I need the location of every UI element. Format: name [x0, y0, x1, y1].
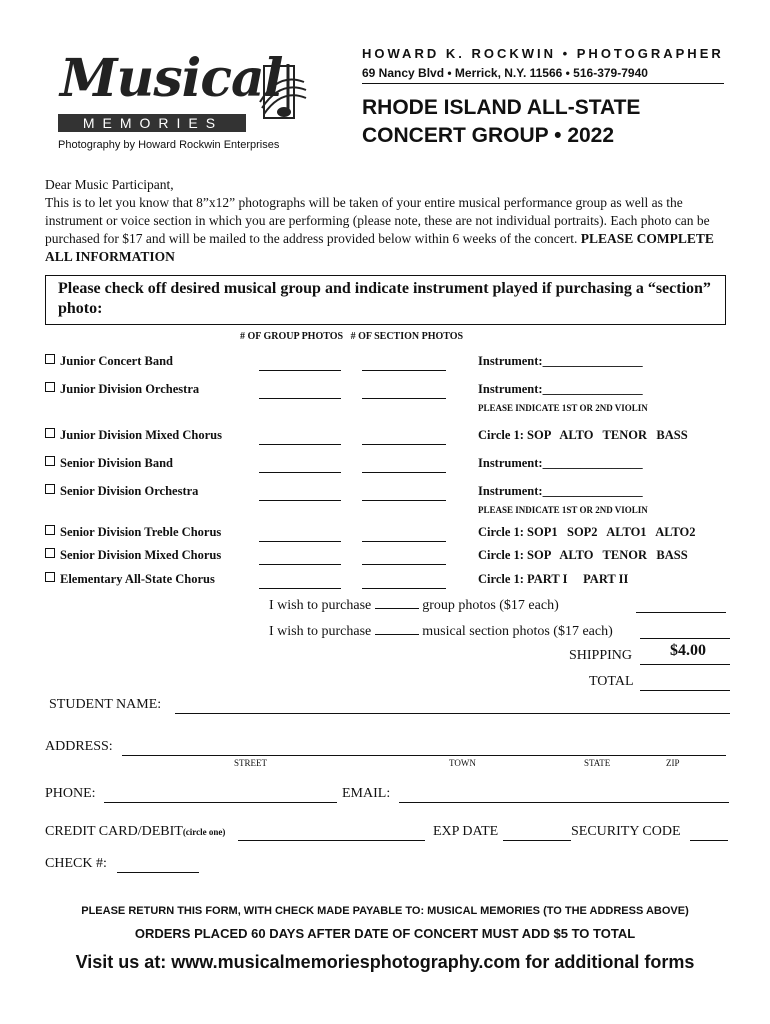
intro-letter: [45, 176, 735, 266]
logo-wordmark: Musical: [60, 48, 283, 109]
row-detail[interactable]: Instrument:________________: [478, 382, 643, 396]
group-label: Junior Concert Band: [60, 354, 173, 368]
security-code-label: SECURITY CODE: [571, 824, 681, 839]
intro-emphasis: PLEASE COMPLETE ALL INFORMATION: [45, 231, 714, 264]
row-detail[interactable]: Instrument:________________: [478, 354, 643, 368]
group-checkbox-row[interactable]: [45, 572, 215, 587]
group-label: Junior Division Mixed Chorus: [60, 428, 222, 442]
group-photos-blank[interactable]: [259, 472, 341, 473]
circle-one-note: (circle one): [182, 827, 226, 837]
group-checkbox-row[interactable]: [45, 525, 221, 540]
group-photos-blank[interactable]: [259, 370, 341, 371]
group-photos-blank[interactable]: [259, 398, 341, 399]
group-checkbox-row[interactable]: [45, 548, 221, 563]
row-note: PLEASE INDICATE 1ST OR 2ND VIOLIN: [478, 505, 648, 515]
checkbox-icon[interactable]: [45, 548, 55, 558]
group-label: Senior Division Band: [60, 456, 174, 470]
section-photos-blank[interactable]: [362, 444, 446, 445]
checkbox-icon[interactable]: [45, 354, 55, 364]
total-blank[interactable]: [640, 690, 730, 691]
column-headers: [240, 331, 463, 342]
address-field[interactable]: [122, 755, 726, 756]
phone-field[interactable]: [104, 802, 337, 803]
credit-card-label: [45, 824, 225, 840]
section-qty-blank[interactable]: [375, 622, 419, 635]
phone-label: PHONE:: [45, 786, 96, 801]
section-photos-blank[interactable]: [362, 370, 446, 371]
group-checkbox-row[interactable]: [45, 428, 222, 443]
shipping-blank: [640, 664, 730, 665]
section-photos-blank[interactable]: [362, 588, 446, 589]
website-notice: Visit us at: www.musicalmemoriesphotography.com for additional forms: [75, 952, 695, 972]
group-label: Senior Division Mixed Chorus: [60, 548, 222, 562]
group-photos-blank[interactable]: [259, 564, 341, 565]
purchase-desc: musical section photos ($17 each): [422, 624, 613, 639]
group-label: Elementary All-State Chorus: [60, 572, 215, 586]
purchase-label: I wish to purchase: [269, 624, 372, 639]
shipping-value: $4.00: [670, 642, 706, 659]
purchase-label: I wish to purchase: [269, 598, 372, 613]
email-label: EMAIL:: [342, 786, 391, 801]
section-amount-blank[interactable]: [640, 638, 730, 639]
section-photos-blank[interactable]: [362, 541, 446, 542]
row-detail[interactable]: Instrument:________________: [478, 484, 643, 498]
checkbox-icon[interactable]: [45, 572, 55, 582]
group-photos-blank[interactable]: [259, 500, 341, 501]
address-label: ADDRESS:: [45, 739, 113, 754]
col-group-photos: # OF GROUP PHOTOS: [240, 331, 344, 342]
row-detail[interactable]: Circle 1: PART I PART II: [478, 572, 629, 586]
check-label: CHECK #:: [45, 856, 107, 871]
col-section-photos: # OF SECTION PHOTOS: [350, 331, 464, 342]
credit-card-text: CREDIT CARD/DEBIT: [45, 824, 183, 839]
checkbox-icon[interactable]: [45, 484, 55, 494]
checkbox-icon[interactable]: [45, 525, 55, 535]
section-photos-blank[interactable]: [362, 398, 446, 399]
section-purchase-line: [269, 622, 613, 640]
group-label: Senior Division Treble Chorus: [60, 525, 222, 539]
group-photos-blank[interactable]: [259, 588, 341, 589]
exp-date-field[interactable]: [503, 840, 571, 841]
logo-subtitle: Photography by Howard Rockwin Enterprises: [58, 139, 280, 151]
intro-greeting: Dear Music Participant,: [45, 177, 174, 192]
group-label: Senior Division Orchestra: [60, 484, 199, 498]
group-amount-blank[interactable]: [636, 612, 726, 613]
section-photos-blank[interactable]: [362, 472, 446, 473]
checkbox-icon[interactable]: [45, 428, 55, 438]
check-number-field[interactable]: [117, 872, 199, 873]
intro-body: This is to let you know that 8”x12” photographs will be taken of your entire musical performance group as well as the instrument or voice section in which you are performing (please note, these are not individual portraits). Each photo can be purchased for $17 and will be mailed to the address provided below within 6 weeks of the concert.: [45, 195, 710, 246]
total-label: TOTAL: [589, 674, 634, 689]
logo-memories: MEMORIES: [82, 115, 224, 131]
checkbox-icon[interactable]: [45, 456, 55, 466]
checkbox-icon[interactable]: [45, 382, 55, 392]
card-number-field[interactable]: [238, 840, 425, 841]
group-checkbox-row[interactable]: [45, 382, 199, 397]
street-label: STREET: [234, 758, 267, 768]
music-note-icon: [258, 62, 308, 122]
photographer-name: HOWARD K. ROCKWIN • PHOTOGRAPHER: [362, 46, 724, 61]
group-checkbox-row[interactable]: [45, 456, 173, 471]
zip-label: ZIP: [666, 758, 680, 768]
row-detail[interactable]: Circle 1: SOP ALTO TENOR BASS: [478, 548, 688, 562]
purchase-desc: group photos ($17 each): [422, 598, 559, 613]
form-title-line1: RHODE ISLAND ALL-STATE: [362, 96, 641, 119]
shipping-label: SHIPPING: [569, 648, 633, 663]
form-title-line2: CONCERT GROUP • 2022: [362, 124, 615, 147]
group-checkbox-row[interactable]: [45, 354, 173, 369]
header-divider: [362, 83, 724, 84]
late-order-notice: ORDERS PLACED 60 DAYS AFTER DATE OF CONCERT MUST ADD $5 TO TOTAL: [134, 926, 636, 941]
group-purchase-line: [269, 596, 559, 614]
row-detail[interactable]: Instrument:________________: [478, 456, 643, 470]
group-label: Junior Division Orchestra: [60, 382, 200, 396]
row-detail[interactable]: Circle 1: SOP ALTO TENOR BASS: [478, 428, 688, 442]
town-label: TOWN: [449, 758, 476, 768]
email-field[interactable]: [399, 802, 729, 803]
row-note: PLEASE INDICATE 1ST OR 2ND VIOLIN: [478, 403, 648, 413]
instruction-text: Please check off desired musical group and indicate instrument played if purchasing a “section” photo:: [58, 280, 711, 317]
return-instructions: PLEASE RETURN THIS FORM, WITH CHECK MADE PAYABLE TO: MUSICAL MEMORIES (TO THE ADDRESS ABOVE): [81, 905, 689, 917]
section-photos-blank[interactable]: [362, 500, 446, 501]
group-checkbox-row[interactable]: [45, 484, 198, 499]
photographer-address: 69 Nancy Blvd • Merrick, N.Y. 11566 • 516-379-7940: [362, 66, 648, 80]
security-code-field[interactable]: [690, 840, 728, 841]
section-photos-blank[interactable]: [362, 564, 446, 565]
student-name-field[interactable]: [175, 713, 730, 714]
student-name-label: STUDENT NAME:: [49, 697, 162, 712]
row-detail[interactable]: Circle 1: SOP1 SOP2 ALTO1 ALTO2: [478, 525, 696, 539]
group-photos-blank[interactable]: [259, 541, 341, 542]
exp-date-label: EXP DATE: [433, 824, 499, 839]
state-label: STATE: [584, 758, 611, 768]
group-qty-blank[interactable]: [375, 596, 419, 609]
group-photos-blank[interactable]: [259, 444, 341, 445]
